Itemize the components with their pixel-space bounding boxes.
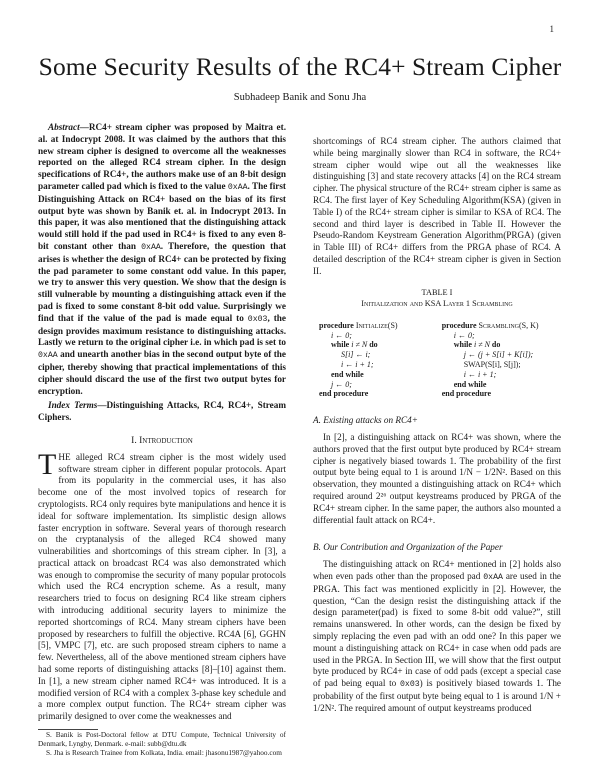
abstract-text-1: —RC4+ stream cipher was proposed by Maitra et. al. at Indocrypt 2008. It was claimed by the authors that this new stream cipher is designed to overcome all the weaknesses reported on the alleged RC4 stream cipher. In the design specifications of RC4+, the authors make use of an 8-bit design parameter called pad which is fixed to the value: [38, 122, 286, 191]
algo-line: S[i] ← i;: [341, 350, 371, 360]
algo-line: j ← 0;: [331, 379, 352, 389]
table-1-subcaption: Initialization and KSA Layer 1 Scrambling: [361, 299, 513, 309]
section-heading-introduction: I. Introduction: [131, 434, 193, 446]
algo-line: j ← (j + S[i] + K[i]);: [463, 350, 534, 360]
footnote-jha: S. Jha is Research Trainee from Kolkata, India. email: jhasonu1987@yahoo.com: [46, 748, 282, 758]
contribution-text-3: ) is positively biased towards 1. The probability of the first output byte being equal to 1 is around 1/N + 1/2N². The required amount of output keystreams produced: [313, 678, 561, 713]
intro-continuation: shortcomings of RC4 stream cipher. The authors claimed that while being marginally slower than RC4 in software, the RC4+ stream cipher would wipe out all the weaknesses like distinguishing [3] and state recovery attacks [4] on the RC4 stream cipher. The physical structure of the RC4+ stream cipher is same as RC4. The first layer of Key Scheduling Algorithm(KSA) (given in Table I) of the RC4+ stream cipher is similar to KSA of RC4. The second and third layer is described in Table II. However the Pseudo-Random Keystream Generation Algorithm(PRGA) (given in Table III) of RC4+ differs from the PRGA phase of RC4. A detailed description of the RC4+ stream cipher is given in Section II.: [313, 136, 561, 276]
contribution-text-1: The distinguishing attack on RC4+ mentioned in [2] holds also when even pads other than the proposed pad: [313, 559, 561, 581]
abstract-code-2: 0xAA: [141, 242, 161, 252]
algo-condition: i ≠ N: [471, 340, 492, 350]
right-column: [313, 136, 561, 715]
footnote-banik: S. Banik is Post-Doctoral fellow at DTU Compute, Technical University of Denmark, Lyngby, Denmark. e-mail: subb@dtu.dk: [38, 730, 286, 749]
abstract-text-2: . The first Distinguishing Attack on RC4+ based on the bias of its first output byte was shown by Banik et. al. in Indocrypt 2013. In this paper, it was also mentioned that the distinguishing attack would still hold if the pad used in RC4+ is fixed to any even 8-bit constant other than: [38, 180, 286, 251]
abstract-text-3: . Therefore, the question that arises is whether the design of RC4+ can be protected by fixing the pad parameter to some constant odd value. In this paper, we try to answer this very question. We show that the design is still vulnerable by mounting a distinguishing attack even if the pad is fixed to some constant 8-bit odd value. Surprisingly we find that if the value of the pad is made equal to: [38, 240, 286, 323]
dropcap-letter: T: [38, 447, 57, 481]
algo-keyword: end procedure: [441, 389, 491, 399]
abstract-code-4: 0xAA: [38, 351, 58, 361]
intro-paragraph: [38, 447, 286, 723]
left-column: [38, 122, 286, 758]
algo-initialize: [319, 321, 432, 399]
algo-keyword: do: [369, 340, 378, 350]
table-1: [313, 288, 561, 400]
paper-title: Some Security Results of the RC4+ Stream Cipher: [38, 52, 562, 81]
algo-keyword: end while: [331, 369, 364, 379]
index-terms-lead: Index Terms: [48, 400, 98, 411]
algo-keyword: end procedure: [319, 389, 369, 399]
contribution-code-2: 0x03: [400, 680, 420, 690]
contribution-paragraph: [313, 559, 561, 714]
algo-keyword: procedure: [441, 320, 477, 330]
algo-condition: i ≠ N: [349, 340, 370, 350]
algo-line: i ← 0;: [453, 330, 475, 340]
algo-line: SWAP(S[i], S[j]);: [463, 360, 521, 370]
abstract-text-4: , the design provides maximum resistance to distinguishing attacks. Lastly we return to the original cipher i.e. in which pad is set to: [38, 312, 286, 348]
algo-proc-name: Initialize: [355, 320, 388, 330]
index-terms-text: —Distinguishing Attacks, RC4, RC4+, Stream Ciphers.: [38, 400, 286, 423]
abstract-lead: Abstract: [48, 122, 80, 132]
abstract: [38, 122, 286, 397]
contribution-text-2: are used in the PRGA. This fact was mentioned explicitly in [2]. However, the question, “Can the design resist the distinguishing attack if the design parameter(pad) is fixed to some 8-bit odd value?”, still remains unanswered. In other words, can the design be fixed by simply replacing the even pad with an odd one? In this paper we mount a distinguishing attack on RC4+ in case when odd pads are used in the PRGA. In Section III, we will show that the first output byte produced by RC4+ in case of odd pads (except a special case of pad being equal to: [313, 571, 561, 689]
abstract-text-5: and unearth another bias in the second output byte of the cipher, thereby showing that practical implementations of this cipher should discard the use of the first two output bytes for encryption.: [38, 349, 286, 396]
subsection-heading-existing-attacks: A. Existing attacks on RC4+: [313, 415, 418, 426]
algo-line: i ← i + 1;: [341, 360, 374, 370]
subsection-heading-contribution: B. Our Contribution and Organization of the Paper: [313, 542, 503, 553]
algo-proc-arg: (S, K): [519, 320, 539, 330]
abstract-code-1: 0xAA: [227, 182, 248, 192]
index-terms: [38, 400, 286, 424]
contribution-code-1: 0xAA: [483, 573, 503, 582]
table-1-algorithms: [319, 321, 555, 399]
paper-authors: Subhadeep Banik and Sonu Jha: [233, 92, 367, 103]
abstract-code-3: 0x03: [247, 314, 268, 324]
algo-proc-arg: (S): [387, 320, 398, 330]
existing-attacks-text: In [2], a distinguishing attack on RC4+ was shown, where the authors proved that the first output byte produced by RC4+ stream cipher is negatively biased towards 1. The probability of the first output byte being equal to 1 is around 1/N − 1/2N². Based on this observation, they mounted a distinguishing attack on RC4+ which required around 2²⁶ output keystreams produced by PRGA of the RC4+ stream cipher. In the same paper, the authors also mounted a differential fault attack on RC4+.: [313, 432, 561, 525]
algo-scrambling: [442, 321, 555, 399]
algo-line: i ← i + 1;: [463, 369, 497, 379]
table-1-caption: TABLE I: [421, 287, 453, 297]
algo-keyword: while: [331, 340, 350, 350]
algo-keyword: end while: [453, 379, 487, 389]
algo-keyword: procedure: [319, 320, 354, 330]
algo-line: i ← 0;: [331, 330, 352, 340]
algo-keyword: do: [491, 340, 501, 350]
algo-keyword: while: [453, 340, 472, 350]
footnotes: [38, 730, 286, 758]
page-number: 1: [549, 24, 554, 34]
intro-text: HE alleged RC4 stream cipher is the most widely used software stream cipher in different popular protocols. Apart from its popularity in the commercial uses, it has also become one of the most involved topics of research for cryptologists. RC4 only requires byte manipulations and hence it is ideal for software implementation. Its simplistic design allows faster encryption in software. Several years of thorough research on the cryptanalysis of the alleged RC4 showed many vulnerabilities and shortcomings of this stream cipher. In [3], a practical attack on broadcast RC4 was also demonstrated which was enough to compromise the security of many popular protocols which used the RC4 encryption scheme. As a result, many researchers tried to focus on designing RC4 like stream ciphers with introducing additional security layers to minimize the reported shortcomings of RC4. Many stream ciphers have been proposed by researchers to fulfill the objective. RC4A [6], GGHN [5], VMPC [7], etc. are such proposed stream ciphers to name a few. Nevertheless, all of the above mentioned stream ciphers have had some reports of distinguishing attacks [8]–[10] against them. In [1], a new stream cipher named RC4+ was introduced. It is a modified version of RC4 with a complex 3-phase key schedule and a more complex output function. The RC4+ stream cipher was primarily designed to over come the weaknesses and: [38, 451, 286, 722]
algo-proc-name: Scrambling: [478, 320, 519, 330]
